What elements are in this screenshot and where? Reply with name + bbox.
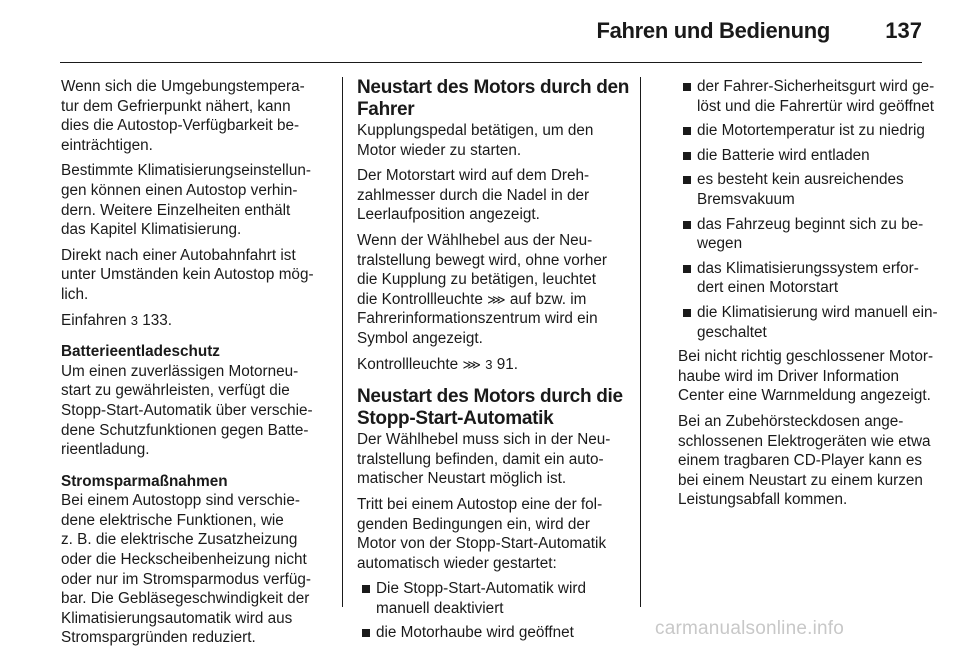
section-title-auto-restart: Neustart des Motors durch die Stopp-Start-Automatik	[357, 386, 623, 430]
list-item: das Klimatisierungssystem erfor- dert einen Motorstart	[678, 259, 928, 298]
column-2	[357, 77, 630, 648]
autostop-indicator-icon: ⋙	[487, 291, 506, 307]
column-divider-2	[640, 77, 641, 607]
cross-reference: Einfahren 3 133.	[61, 311, 172, 329]
subheading-battery: Batterieentladeschutz	[61, 343, 220, 361]
column-1	[61, 77, 329, 654]
reference-link[interactable]: 91.	[496, 355, 518, 373]
square-bullet-icon	[683, 152, 691, 160]
paragraph: Tritt bei einem Autostop eine der fol- genden Bedingungen ein, wird der Motor von der Stopp-Start-Automatik automatisch wieder gestartet:	[357, 495, 607, 572]
paragraph: Kupplungspedal betätigen, um den Motor wieder zu starten.	[357, 122, 594, 159]
page-title: Fahren und Bedienung	[596, 18, 830, 43]
column-3	[678, 77, 938, 516]
paragraph: Der Motorstart wird auf dem Dreh- zahlmesser durch die Nadel in der Leerlaufposition angezeigt.	[357, 167, 590, 224]
paragraph: Wenn der Wählhebel aus der Neu- tralstellung bewegt wird, ohne vorher die Kupplung zu betätigen, leuchtet die Kontrollleuchte ⋙ auf bzw. im Fahrerinformationszentrum wird ein Symbol angezeigt.	[357, 231, 607, 347]
list-item: die Klimatisierung wird manuell ein- geschaltet	[678, 303, 928, 342]
square-bullet-icon	[683, 176, 691, 184]
reference-link[interactable]: 133.	[142, 311, 172, 329]
paragraph: Bei einem Autostopp sind verschie- dene elektrische Funktionen, wie z. B. die elektrische Zusatzheizung oder die Heckscheibenheizung nicht oder nur im Stromsparmodus verfüg- bar. Die Gebläsegeschwindigkeit der Klimatisierungsautomatik wird aus Stromspargründen reduziert.	[61, 492, 311, 647]
list-item: es besteht kein ausreichendes Bremsvakuum	[678, 170, 928, 209]
square-bullet-icon	[362, 629, 370, 637]
list-item: der Fahrer-Sicherheitsgurt wird ge- löst und die Fahrertür wird geöffnet	[678, 77, 928, 116]
cross-reference: Kontrollleuchte ⋙ 3 91.	[357, 355, 518, 373]
list-item: das Fahrzeug beginnt sich zu be- wegen	[678, 215, 928, 254]
paragraph: Der Wählhebel muss sich in der Neu- tralstellung befinden, damit ein auto- matischer Neustart möglich ist.	[357, 431, 611, 488]
square-bullet-icon	[683, 221, 691, 229]
watermark: carmanualsonline.info	[655, 618, 845, 639]
reference-arrow-icon: 3	[130, 312, 138, 328]
square-bullet-icon	[683, 83, 691, 91]
square-bullet-icon	[683, 265, 691, 273]
list-item: die Motortemperatur ist zu niedrig	[678, 121, 928, 141]
subheading-power-saving: Stromsparmaßnahmen	[61, 472, 228, 490]
reference-arrow-icon: 3	[485, 356, 493, 372]
square-bullet-icon	[683, 309, 691, 317]
autostop-indicator-icon: ⋙	[462, 356, 481, 372]
paragraph: Direkt nach einer Autobahnfahrt ist unter Umständen kein Autostop mög- lich.	[61, 246, 314, 303]
square-bullet-icon	[683, 127, 691, 135]
list-item: Die Stopp-Start-Automatik wird manuell deaktiviert	[357, 579, 625, 618]
square-bullet-icon	[362, 585, 370, 593]
column-divider-1	[342, 77, 343, 607]
bullet-list	[678, 77, 938, 342]
list-item: die Motorhaube wird geöffnet	[357, 623, 625, 643]
header-rule	[60, 62, 922, 63]
list-item: die Batterie wird entladen	[678, 146, 928, 166]
paragraph: Wenn sich die Umgebungstempera- tur dem Gefrierpunkt nähert, kann dies die Autostop-Verfügbarkeit be- einträchtigen.	[61, 78, 305, 154]
bullet-list	[357, 579, 625, 643]
paragraph: Bei nicht richtig geschlossener Motor- haube wird im Driver Information Center eine Warnmeldung angezeigt.	[678, 348, 934, 405]
paragraph: Um einen zuverlässigen Motorneu- start zu gewährleisten, verfügt die Stopp-Start-Automatik über verschie- dene Schutzfunktionen gegen Batte- rieentladung.	[61, 362, 313, 459]
section-title-driver-restart: Neustart des Motors durch den Fahrer	[357, 77, 630, 120]
page-number: 137	[885, 18, 922, 43]
paragraph: Bei an Zubehörsteckdosen ange- schlossenen Elektrogeräten wie etwa einem tragbaren CD-Player kann es bei einem Neustart zu einem kurzen Leistungsabfall kommen.	[678, 412, 931, 509]
paragraph: Bestimmte Klimatisierungseinstellun- gen können einen Autostop verhin- dern. Weitere Einzelheiten enthält das Kapitel Klimatisierung.	[61, 162, 311, 239]
